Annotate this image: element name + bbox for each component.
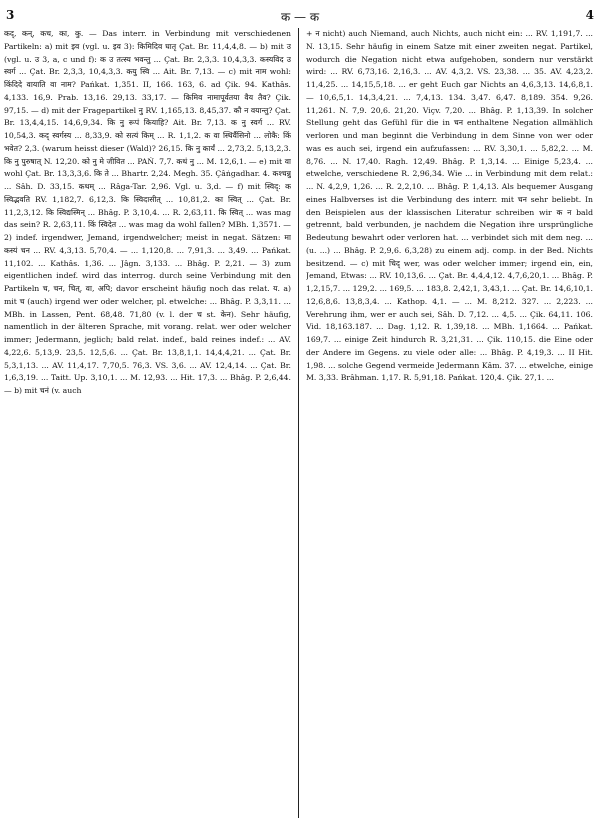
left-column xyxy=(4,28,291,818)
page-number-right: 4 xyxy=(585,8,594,22)
left-column-text: कद्, कन्, कच, का, कु. — Das interr. in Verbindung mit verschiedenen Partikeln: a) mit इव (vgl. u. इव 3): किमिदिव घातृ Çat. Br. 11,4,4,8. — b) mit उ (vgl. u. उ 3, a, c und f): क उ तत्स्य भवन्तु ... Çat. Br. 2,3,3. 10,4,3,3. कस्यविद उ स्वर्ग ... Çat. Br. 2,3,3, 10,4,3,3. कयु स्वि ... Ait. Br. 7,13. — c) mit नाम wohl: किंदिदे वायाति वा नाम? Pańkat. 1,351. II, 166. 163, 6. ad Çik. 94. Kathâs. 4,133. 16,9. Prab. 13,16. 29,13. 33,17. — किमिव नामापूर्वतया वैय तैव? Çik. 97,15. — d) mit der Fragepartikel नु RV. 1,165,13. 8,45,37. कौ न वयान्तु? Çat. Br. 13,4,4,15. 14,6,9,34. कि नु रूपं कियाहि? Ait. Br. 7,13. क नु स्वर्ग ... RV. 10,54,3. कद् स्वर्गस्य ... 8,33,9. को सत्यं किम् ... R. 1,1,2. क वा स्थिर्वैसिनो ... लोकै: किं भवेत? 2,3. (warum heisst dieser (Wald)? 26,15. कि नु कार्यं ... 2,73,2. 5,13,2,3. कि नु पुरुषात् N. 12,20. को नु मे जीवित ... PAŃ. 7,7. कथं नु ... M. 12,6,1. — e) mit वा wohl Çat. Br. 13,3,3,6. कि ते ... Bhartr. 2,24. Megh. 35. Çâṅgadhar. 4. कश्चन्नु ... Sâh. D. 33,15. कथम् ... Râga-Tar. 2,96. Vgl. u. 3,d. — f) mit स्विद्: क स्विद्भवति RV. 1,182,7. 6,12,3. कि स्विदासीत् ... 10,81,2. का स्वित् ... Çat. Br. 11,2,3,12. कि स्विद्यस्मिन् ... Bhâg. P. 3,10,4. ... R. 2,63,11. कि स्वित् ... was mag das sein? R. 2,63,11. किं स्विदेत ... was mag da wohl fallen? MBh. 1,3571. — 2) indef. irgendwer, Jemand, irgendwelcher; meist in negat. Sätzen: मा कस्यं चन ... RV. 4,3,13. 5,70,4. — ... 1,120,8. ... 7,91,3. ... 3,49. ... Pańkat. 11,102. ... Kathâs. 1,36. ... Jâgn. 3,133. ... Bhâg. P. 2,21. — 3) zum eigentlichen indef. wird das interrog. durch seine Verbindung mit den Partikeln च, चन, चित्, वा, अपि; davor erscheint häufig noch das relat. य. a) mit च (auch) irgend wer oder welcher, pl. etwelche: ... Bhâg. P. 3,3,11. ... MBh. in Lassen, Pent. 68,48. 71,80 (v. l. der च st. केन). Sehr häufig, namentlich in der älteren Sprache, mit vorang. relat. wer oder welcher immer; Jedermann, jeglich; bald relat. indef., bald reines indef.: ... AV. 4,22,6. 5,13,9. 23,5. 12,5,6. ... Çat. Br. 13,8,1,1. 14,4,4,21. ... Çat. Br. 5,3,1,13. ... AV. 11,4,17. 7,70,5. 76,3. VS. 3,6. ... AV. 12,4,14. ... Çat. Br. 1,6,3,19. ... Taitt. Up. 3,10,1. ... M. 12,93. ... Hit. 17,3. ... Bhâg. P. 2,6,44. — b) mit चनं (v. auch xyxy=(4,29,291,395)
running-headword: क — क xyxy=(280,10,320,24)
right-column xyxy=(306,28,593,818)
page-number-left: 3 xyxy=(6,8,15,22)
column-divider xyxy=(298,28,299,818)
page-header xyxy=(6,8,594,26)
right-column-text: + न nicht) auch Niemand, auch Nichts, auch nicht ein: ... RV. 1,191,7. ... N. 13,15. Sehr häufig in einem Satze mit einer zweiten negat. Partikel, wodurch die Negation nicht etwa aufgehoben, sondern nur verstärkt wird: ... RV. 6,73,16. 2,16,3. ... AV. 4,3,2. VS. 23,38. ... 35. AV. 4,23,2. 11,4,25. ... 14,15,5,18. ... er geht Euch gar Nichts an 4,6,3,13. 14,6,8,1. — 10,6,5,1. 14,3,4,21. ... 7,4,13. 134. 3,47. 6,47. 8,189. 354. 9,26. 11,261. N. 7,9. 20,6. 21,20. Viçv. 7,20. ... Bhâg. P. 1,13,39. In solcher Stellung geht das Gefühl für die in चन enthaltene Negation allmählich verloren und man beginnt die Verbindung in dem Sinne von wer oder was es auch sei, irgend ein aufzufassen: ... RV. 3,30,1. ... 5,82,2. ... M. 8,76. ... N. 17,40. Ragh. 12,49. Bhâg. P. 1,3,14. ... Einige 5,23,4. ... etwelche, verschiedene R. 2,96,34. Wie ... in Verbindung mit dem relat.: ... N. 4,2,9, 1,26. ... R. 2,2,10. ... Bhâg. P. 1,4,13. Als bequemer Ausgang eines Halbverses ist die Verbindung des interr. mit चन sehr beliebt. In den Beispielen aus der klassischen Literatur schreiben wir क न bald getrennt, bald verbunden, je nachdem die Negation ihre ursprüngliche Bedeutung bewahrt oder verloren hat. ... verbindet sich mit dem neg. ... (u. ...) ... Bhâg. P. 2,9,6. 6,3,28) zu einem adj. comp. in der Bed. Nichts besitzend. — c) mit चिद् wer, was oder welcher immer; irgend ein, ein, Jemand, Etwas: ... RV. 10,13,6. ... Çat. Br. 4,4,4,12. 4,7,6,20,1. ... Bhâg. P. 1,2,15,7. ... 129,2. ... 169,5. ... 183,8. 2,42,1, 3,43,1. ... Çat. Br. 14,6,10,1. 12,6,8,6. 13,8,3,4. ... Kathop. 4,1. — ... M. 8,212. 327. ... 2,223. ... Verehrung ihm, wer er auch sei, Sâh. D. 7,12. ... 4,5. ... Çik. 64,11. 106. Vid. 18,163.187. ... Dag. 1,12. R. 1,39,18. ... MBh. 1,1664. ... Pańkat. 169,7. ... einige Zeit hindurch R. 3,21,31. ... Çik. 110,15. die Eine oder der Andere im Gegens. zu viele oder alle: ... Bhâg. P. 4,19,3. ... II Hit. 1,98. ... solche Gegend vermeide Jedermann Kâm. 37. ... etwelche, einige M. 3,33. Brâhman. 1,17. R. 5,91,18. Pańkat. 120,4. Çik. 27,1. ... xyxy=(306,29,593,383)
